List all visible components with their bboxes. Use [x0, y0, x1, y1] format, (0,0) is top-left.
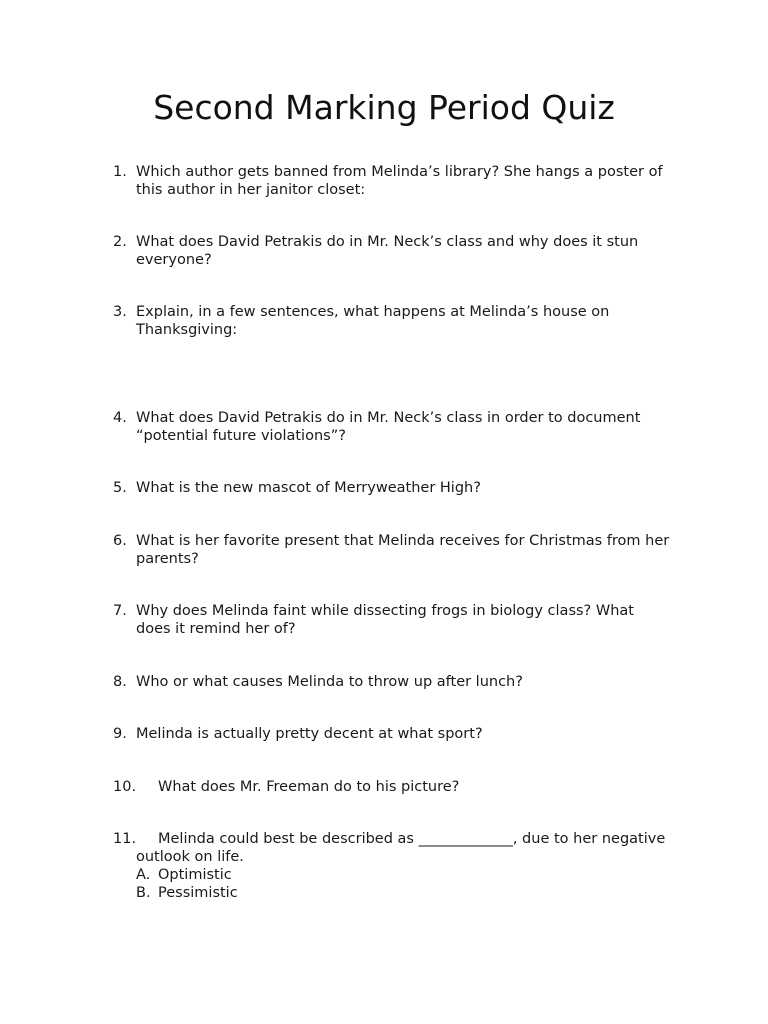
question-text: Explain, in a few sentences, what happens at Melinda’s house on Thanksgiving: — [136, 304, 610, 338]
question-9 — [113, 725, 673, 743]
question-text: Who or what causes Melinda to throw up after lunch? — [136, 674, 523, 690]
question-5 — [113, 479, 673, 497]
question-3 — [113, 303, 673, 339]
question-text: What is her favorite present that Melinda receives for Christmas from her parents? — [136, 533, 670, 567]
question-text: What does Mr. Freeman do to his picture? — [158, 779, 460, 795]
question-number: 2. — [113, 234, 127, 250]
question-text: What does David Petrakis do in Mr. Neck’s class in order to document “potential future violations”? — [136, 410, 641, 444]
question-text — [113, 830, 673, 866]
option-letter: B. — [136, 885, 151, 901]
question-text: Which author gets banned from Melinda’s library? She hangs a poster of this author in her janitor closet: — [136, 164, 663, 198]
option-b[interactable] — [136, 884, 673, 902]
question-11 — [113, 830, 673, 902]
question-text-after: , due to her negative outlook on life. — [136, 831, 666, 865]
question-text: What is the new mascot of Merryweather High? — [136, 480, 481, 496]
question-text: Why does Melinda faint while dissecting frogs in biology class? What does it remind her of? — [136, 603, 634, 637]
question-number: 5. — [113, 480, 127, 496]
question-8 — [113, 673, 673, 691]
question-text-before: Melinda could best be described as — [158, 831, 414, 847]
question-7 — [113, 602, 673, 638]
question-number: 8. — [113, 674, 127, 690]
answer-blank: _____________ — [418, 831, 513, 847]
question-number: 11. — [113, 831, 137, 847]
question-2 — [113, 233, 673, 269]
question-number: 7. — [113, 603, 127, 619]
question-4 — [113, 409, 673, 445]
question-number: 6. — [113, 533, 127, 549]
question-1 — [113, 163, 673, 199]
question-number: 4. — [113, 410, 127, 426]
question-number: 10. — [113, 779, 137, 795]
option-letter: A. — [136, 867, 151, 883]
question-number: 1. — [113, 164, 127, 180]
question-number: 9. — [113, 726, 127, 742]
question-text: What does David Petrakis do in Mr. Neck’s class and why does it stun everyone? — [136, 234, 639, 268]
question-number: 3. — [113, 304, 127, 320]
question-text: Melinda is actually pretty decent at what sport? — [136, 726, 483, 742]
answer-options — [113, 866, 673, 902]
option-text: Optimistic — [158, 867, 232, 883]
option-text: Pessimistic — [158, 885, 238, 901]
question-6 — [113, 532, 673, 568]
page-title: Second Marking Period Quiz — [153, 88, 615, 127]
question-10 — [113, 778, 673, 796]
option-a[interactable] — [136, 866, 673, 884]
